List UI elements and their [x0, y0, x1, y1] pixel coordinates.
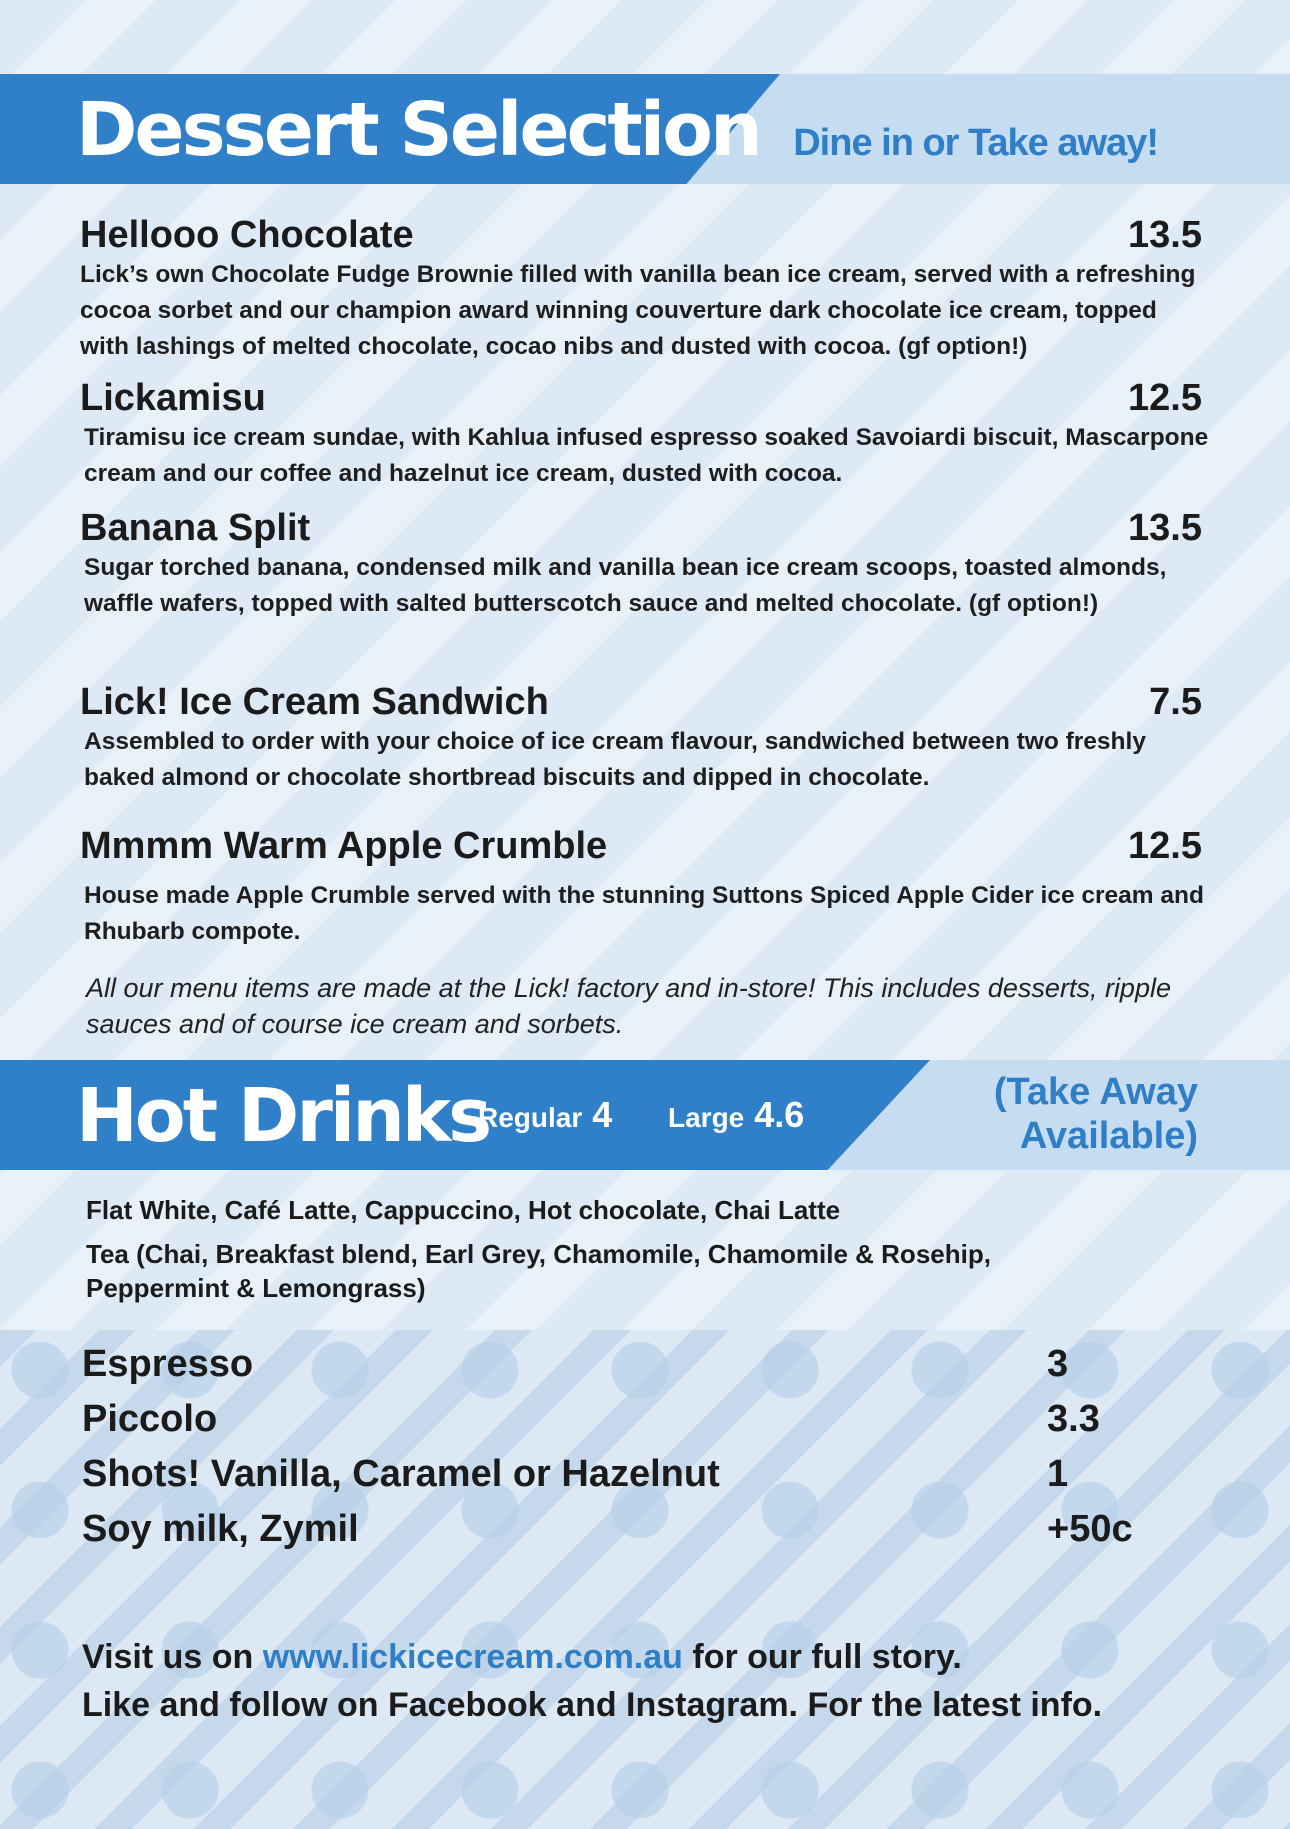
visit-line — [82, 1633, 1102, 1681]
extra-name: Espresso — [82, 1343, 254, 1385]
extra-price: +50c — [1047, 1508, 1133, 1550]
extra-name: Shots! Vanilla, Caramel or Hazelnut — [82, 1453, 720, 1495]
footer — [82, 1633, 1102, 1729]
item-name: Lickamisu — [80, 377, 266, 419]
item-price: 13.5 — [1128, 507, 1202, 549]
visit-suffix: for our full story. — [692, 1638, 962, 1676]
dessert-banner — [0, 74, 1290, 184]
dessert-title: Dessert Selection — [76, 87, 760, 173]
price-row — [82, 1398, 1182, 1441]
item-name: Lick! Ice Cream Sandwich — [80, 681, 549, 723]
item-description: House made Apple Crumble served with the stunning Suttons Spiced Apple Cider ice cream and Rhubarb compote. — [84, 882, 1204, 945]
drinks-tea: Tea (Chai, Breakfast blend, Earl Grey, Chamomile, Chamomile & Rosehip, Peppermint & Lemongrass) — [86, 1239, 991, 1303]
menu-item — [80, 681, 1210, 796]
regular-price: 4 — [592, 1094, 613, 1135]
item-price: 12.5 — [1128, 825, 1202, 867]
menu-item — [80, 825, 1210, 950]
menu-note: All our menu items are made at the Lick! factory and in-store! This includes desserts, ripple sauces and of course ice cream and sorbets. — [86, 973, 1171, 1039]
regular-size — [478, 1094, 612, 1136]
item-name: Banana Split — [80, 507, 311, 549]
extra-price: 3.3 — [1047, 1398, 1100, 1440]
menu-item — [80, 214, 1210, 365]
menu-item — [80, 377, 1210, 492]
hot-drinks-title: Hot Drinks — [76, 1073, 490, 1159]
menu-item — [80, 507, 1210, 622]
item-description: Assembled to order with your choice of ice cream flavour, sandwiched between two freshly baked almond or chocolate shortbread biscuits and dipped in chocolate. — [84, 728, 1146, 791]
takeaway-note — [994, 1070, 1198, 1158]
item-description: Lick’s own Chocolate Fudge Brownie filled with vanilla bean ice cream, served with a refreshing cocoa sorbet and our champion award winning couverture dark chocolate ice cream, topped with lashings of melted chocolate, cocao nibs and dusted with cocoa. (gf option!) — [80, 261, 1196, 360]
item-price: 13.5 — [1128, 214, 1202, 256]
takeaway-line1: (Take Away — [993, 1071, 1198, 1113]
price-row — [82, 1508, 1182, 1551]
drinks-coffee: Flat White, Café Latte, Cappuccino, Hot chocolate, Chai Latte — [86, 1195, 841, 1225]
large-price: 4.6 — [754, 1094, 805, 1135]
drinks-list — [86, 1193, 1186, 1315]
item-description: Sugar torched banana, condensed milk and vanilla bean ice cream scoops, toasted almonds, waffle wafers, topped with salted butterscotch sauce and melted chocolate. (gf option!) — [84, 554, 1167, 617]
item-price: 12.5 — [1128, 377, 1202, 419]
hot-drinks-banner — [0, 1060, 1290, 1170]
large-label: Large — [668, 1102, 745, 1133]
takeaway-line2: Available) — [1019, 1115, 1198, 1157]
item-name: Hellooo Chocolate — [80, 214, 414, 256]
social-line: Like and follow on Facebook and Instagram. For the latest info. — [82, 1686, 1103, 1724]
item-name: Mmmm Warm Apple Crumble — [80, 825, 608, 867]
visit-prefix: Visit us on — [82, 1638, 254, 1676]
dessert-subtitle: Dine in or Take away! — [793, 122, 1158, 164]
item-price: 7.5 — [1149, 681, 1202, 723]
price-row — [82, 1453, 1182, 1496]
price-row — [82, 1343, 1182, 1386]
extra-price: 3 — [1047, 1343, 1069, 1385]
regular-label: Regular — [478, 1102, 583, 1133]
extra-price: 1 — [1047, 1453, 1069, 1495]
item-description: Tiramisu ice cream sundae, with Kahlua infused espresso soaked Savoiardi biscuit, Mascarpone cream and our coffee and hazelnut ice cream, dusted with cocoa. — [84, 424, 1209, 487]
extra-name: Piccolo — [82, 1398, 218, 1440]
website-link[interactable]: www.lickicecream.com.au — [262, 1638, 683, 1676]
large-size — [668, 1094, 804, 1136]
extra-name: Soy milk, Zymil — [82, 1508, 359, 1550]
